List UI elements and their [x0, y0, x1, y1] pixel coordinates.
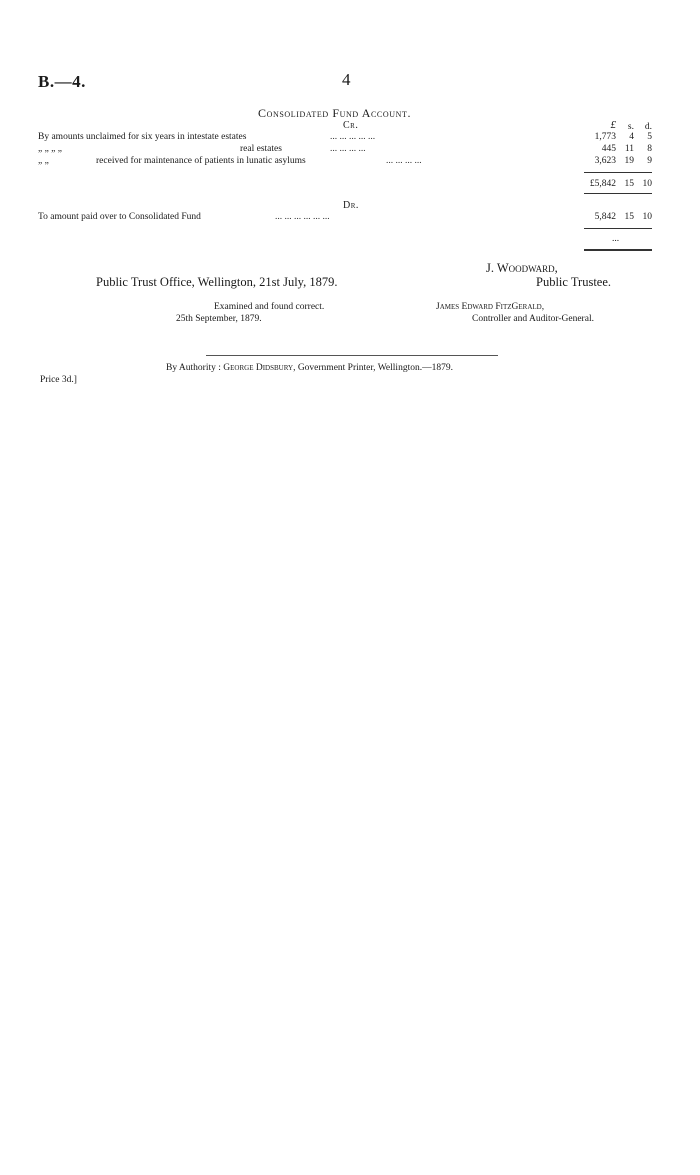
trailing-dots: ...: [612, 234, 620, 244]
amount-pence: 9: [647, 156, 652, 166]
amount-pence: 5: [647, 132, 652, 142]
examined-date: 25th September, 1879.: [176, 314, 262, 324]
amount-shillings: 4: [629, 132, 634, 142]
signer-title: Public Trustee.: [536, 275, 612, 289]
imprint: [166, 363, 453, 373]
printer-name: George Didsbury: [223, 363, 294, 373]
amount-shillings: 19: [624, 156, 634, 166]
total-pence: 10: [642, 179, 652, 189]
amount-pence: 10: [642, 212, 652, 222]
total-rule: [584, 193, 652, 194]
auditor-title: Controller and Auditor-General.: [472, 314, 594, 324]
leader-dots: ... ... ... ...: [330, 144, 366, 154]
amount-pounds: 5,842: [594, 212, 616, 222]
ditto-marks: „ „ „ „: [38, 144, 62, 154]
amount-shillings: 11: [624, 144, 634, 154]
debit-label: Dr.: [343, 200, 359, 211]
total-shillings: 15: [624, 179, 634, 189]
examined-note: Examined and found correct.: [214, 302, 325, 312]
amount-pounds: 1,773: [594, 132, 616, 142]
row-description: By amounts unclaimed for six years in intestate estates: [38, 132, 247, 142]
leader-dots: ... ... ... ... ... ...: [275, 212, 330, 222]
total-rule: [584, 172, 652, 173]
authority-label: By Authority :: [166, 363, 221, 373]
pounds-column-header: £: [610, 119, 616, 131]
amount-pence: 8: [647, 144, 652, 154]
signer-name: J. Woodward,: [486, 261, 558, 275]
dr-rule: [584, 228, 652, 229]
amount-shillings: 15: [624, 212, 634, 222]
row-description: received for maintenance of patients in lunatic asylums: [96, 156, 306, 166]
amount-pounds: 445: [601, 144, 616, 154]
page-number: 4: [342, 70, 351, 89]
pence-column-header: d.: [644, 122, 652, 132]
leader-dots: ... ... ... ... ...: [330, 132, 376, 142]
total-pounds: £5,842: [589, 179, 616, 189]
row-description: To amount paid over to Consolidated Fund: [38, 212, 201, 222]
auditor-name: James Edward FitzGerald,: [436, 302, 545, 312]
footer-rule: [206, 355, 498, 356]
shillings-column-header: s.: [627, 122, 634, 132]
printer-details: , Government Printer, Wellington.—1879.: [293, 363, 453, 373]
credit-label: Cr.: [343, 120, 359, 131]
leader-dots: ... ... ... ...: [386, 156, 422, 166]
account-title: Consolidated Fund Account.: [258, 106, 412, 120]
place-date: Public Trust Office, Wellington, 21st July, 1879.: [96, 275, 338, 289]
amount-pounds: 3,623: [594, 156, 616, 166]
double-rule: [584, 249, 652, 251]
ditto-marks: „ „: [38, 156, 49, 166]
row-description: real estates: [240, 144, 282, 154]
document-reference: B.—4.: [38, 72, 86, 91]
price: Price 3d.]: [40, 375, 77, 385]
